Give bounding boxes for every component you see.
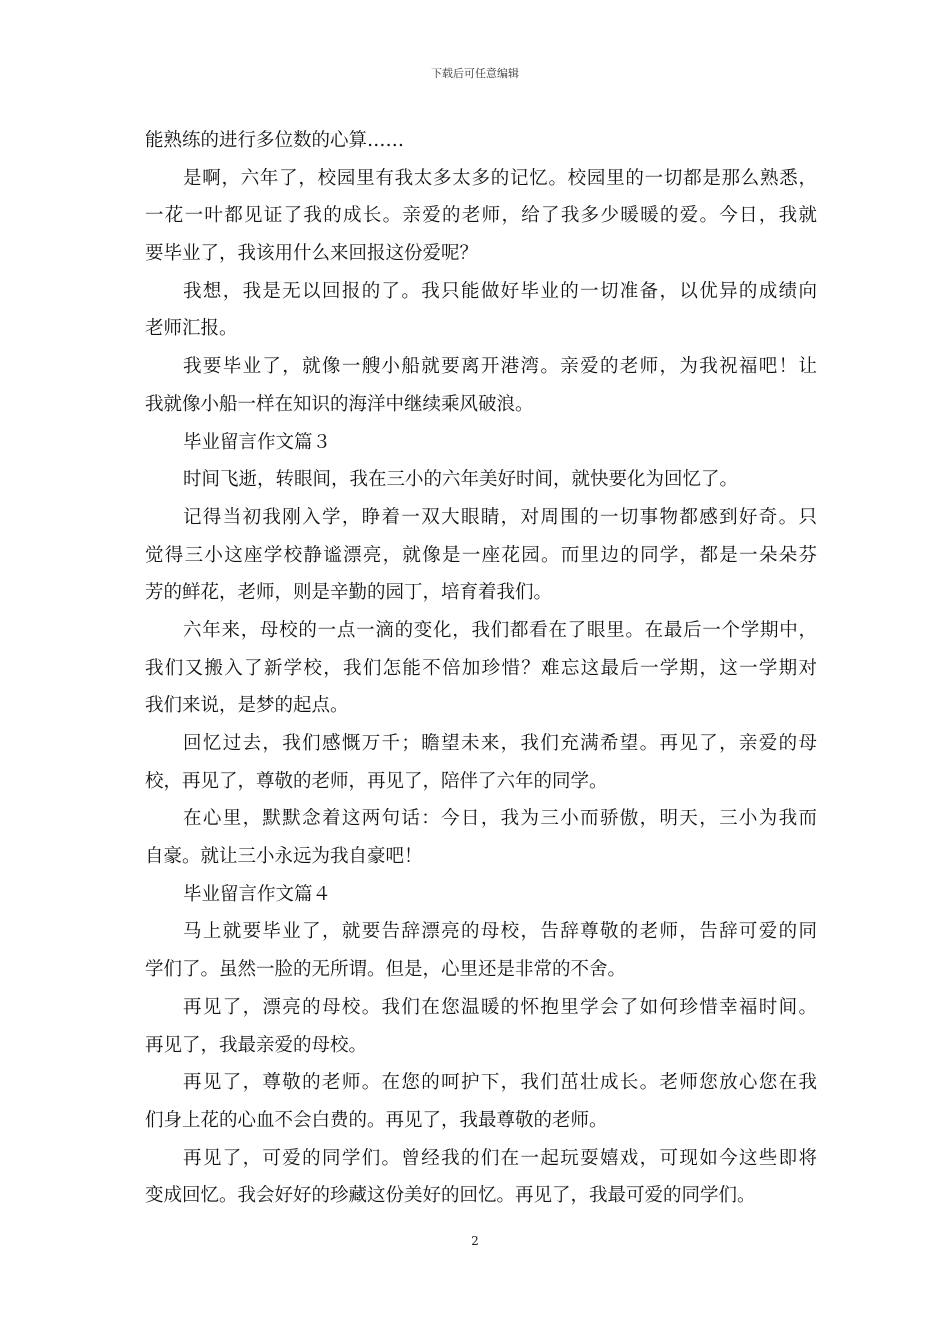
text-line: 再见了，尊敬的老师。在您的呵护下，我们茁壮成长。老师您放心您在我 bbox=[183, 1072, 817, 1094]
document-body bbox=[145, 122, 817, 1215]
text-line: 觉得三小这座学校静谧漂亮，就像是一座花园。而里边的同学，都是一朵朵芬 bbox=[145, 544, 817, 566]
section-heading: 毕业留言作文篇３ bbox=[183, 431, 332, 453]
text-line: 自豪。就让三小永远为我自豪吧！ bbox=[145, 846, 423, 868]
text-line: 在心里，默默念着这两句话：今日，我为三小而骄傲，明天，三小为我而 bbox=[183, 808, 817, 830]
text-line: 马上就要毕业了，就要告辞漂亮的母校，告辞尊敬的老师，告辞可爱的同 bbox=[183, 921, 817, 943]
text-line: 是啊，六年了，校园里有我太多太多的记忆。校园里的一切都是那么熟悉， bbox=[183, 167, 817, 189]
text-line: 能熟练的进行多位数的心算…… bbox=[145, 130, 405, 151]
text-line: 我要毕业了，就像一艘小船就要离开港湾。亲爱的老师，为我祝福吧！让 bbox=[183, 356, 817, 378]
text-line: 回忆过去，我们感慨万千；瞻望未来，我们充满希望。再见了，亲爱的母 bbox=[183, 733, 817, 754]
text-line: 老师汇报。 bbox=[145, 318, 238, 340]
text-line: 再见了，我最亲爱的母校。 bbox=[145, 1034, 368, 1056]
text-line: 学们了。虽然一脸的无所谓。但是，心里还是非常的不舍。 bbox=[145, 959, 627, 981]
text-line: 再见了，可爱的同学们。曾经我的们在一起玩耍嬉戏，可现如今这些即将 bbox=[183, 1147, 817, 1169]
text-line: 六年来，母校的一点一滴的变化，我们都看在了眼里。在最后一个学期中， bbox=[183, 619, 817, 641]
text-line: 要毕业了，我该用什么来回报这份爱呢？ bbox=[145, 243, 479, 265]
text-line: 再见了，漂亮的母校。我们在您温暖的怀抱里学会了如何珍惜幸福时间。 bbox=[183, 996, 817, 1018]
text-line: 校，再见了，尊敬的老师，再见了，陪伴了六年的同学。 bbox=[145, 770, 608, 792]
text-line: 记得当初我刚入学，睁着一双大眼睛，对周围的一切事物都感到好奇。只 bbox=[183, 506, 817, 528]
section-heading: 毕业留言作文篇４ bbox=[183, 883, 332, 905]
text-line: 我们又搬入了新学校，我们怎能不倍加珍惜？难忘这最后一学期，这一学期对 bbox=[145, 657, 817, 679]
page-number: 2 bbox=[471, 1234, 479, 1248]
text-line: 一花一叶都见证了我的成长。亲爱的老师，给了我多少暖暖的爱。今日，我就 bbox=[145, 205, 817, 227]
text-line: 我想，我是无以回报的了。我只能做好毕业的一切准备，以优异的成绩向 bbox=[183, 280, 817, 302]
text-line: 我就像小船一样在知识的海洋中继续乘风破浪。 bbox=[145, 393, 534, 415]
text-line: 我们来说，是梦的起点。 bbox=[145, 695, 349, 717]
text-line: 芳的鲜花，老师，则是辛勤的园丁，培育着我们。 bbox=[145, 582, 553, 604]
text-line: 变成回忆。我会好好的珍藏这份美好的回忆。再见了，我最可爱的同学们。 bbox=[145, 1185, 756, 1207]
text-line: 们身上花的心血不会白费的。再见了，我最尊敬的老师。 bbox=[145, 1109, 608, 1131]
text-line: 时间飞逝，转眼间，我在三小的六年美好时间，就快要化为回忆了。 bbox=[183, 469, 739, 491]
page-header: 下载后可任意编辑 bbox=[431, 67, 519, 80]
